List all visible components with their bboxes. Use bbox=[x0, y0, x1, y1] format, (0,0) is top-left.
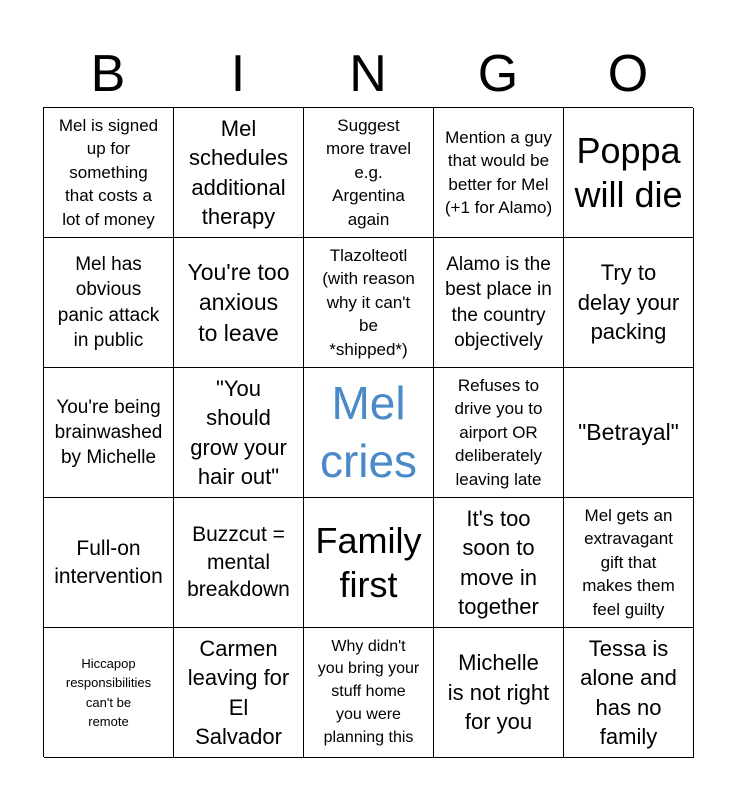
bingo-header bbox=[43, 40, 693, 108]
cell-text: "You should grow your hair out" bbox=[190, 375, 287, 489]
cell-text: Full-on intervention bbox=[54, 536, 163, 588]
bingo-grid bbox=[43, 107, 693, 757]
header-letter-g: G bbox=[477, 45, 519, 103]
cell-text: You're being brainwashed by Michelle bbox=[54, 396, 163, 469]
cell-text: Alamo is the best place in the country objectively bbox=[445, 254, 552, 351]
bingo-cell-r5c5[interactable] bbox=[564, 628, 694, 758]
bingo-cell-r2c4[interactable] bbox=[434, 238, 564, 368]
header-letter-n: N bbox=[349, 45, 387, 103]
cell-text: Mel schedules additional therapy bbox=[188, 115, 289, 229]
bingo-cell-r3c5[interactable] bbox=[564, 368, 694, 498]
cell-text: Why didn't you bring your stuff home you were planning this bbox=[317, 637, 420, 746]
bingo-cell-r3c1[interactable] bbox=[44, 368, 174, 498]
cell-text: Tlazolteotl (with reason why it can't be *shipped*) bbox=[322, 245, 415, 359]
bingo-cell-r3c4[interactable] bbox=[434, 368, 564, 498]
cell-text: Tessa is alone and has no family bbox=[580, 635, 677, 749]
bingo-cell-r1c4[interactable] bbox=[434, 108, 564, 238]
bingo-cell-r2c5[interactable] bbox=[564, 238, 694, 368]
cell-text: Buzzcut = mental breakdown bbox=[187, 522, 290, 602]
cell-text: Poppa will die bbox=[574, 129, 683, 215]
header-letter-b: B bbox=[90, 45, 126, 103]
cell-text: Mel is signed up for something that costs a lot of money bbox=[58, 115, 159, 229]
bingo-cell-r1c2[interactable] bbox=[174, 108, 304, 238]
bingo-cell-r2c2[interactable] bbox=[174, 238, 304, 368]
cell-text: Suggest more travel e.g. Argentina again bbox=[325, 115, 412, 229]
bingo-cell-r1c3[interactable] bbox=[304, 108, 434, 238]
cell-text: Mel gets an extravagant gift that makes them feel guilty bbox=[582, 505, 675, 619]
header-letter-o: O bbox=[607, 45, 649, 103]
bingo-cell-free[interactable] bbox=[304, 368, 434, 498]
bingo-cell-r4c2[interactable] bbox=[174, 498, 304, 628]
bingo-cell-r4c1[interactable] bbox=[44, 498, 174, 628]
cell-text: Hiccapop responsibilities can't be remote bbox=[65, 655, 152, 729]
bingo-cell-r5c1[interactable] bbox=[44, 628, 174, 758]
bingo-cell-r2c3[interactable] bbox=[304, 238, 434, 368]
bingo-cell-r3c2[interactable] bbox=[174, 368, 304, 498]
cell-text: Michelle is not right for you bbox=[447, 650, 550, 735]
bingo-cell-r5c4[interactable] bbox=[434, 628, 564, 758]
bingo-cell-r1c1[interactable] bbox=[44, 108, 174, 238]
cell-text: Mel has obvious panic attack in public bbox=[57, 254, 160, 351]
cell-text: It's too soon to move in together bbox=[458, 505, 539, 619]
cell-text: Try to delay your packing bbox=[577, 260, 680, 345]
header-letter-i: I bbox=[230, 45, 246, 103]
cell-text: Carmen leaving for El Salvador bbox=[187, 635, 290, 749]
cell-text: Refuses to drive you to airport OR deliberately leaving late bbox=[454, 375, 543, 489]
bingo-cell-r1c5[interactable] bbox=[564, 108, 694, 238]
cell-text: You're too anxious to leave bbox=[187, 258, 290, 346]
bingo-cell-r2c1[interactable] bbox=[44, 238, 174, 368]
cell-text: "Betrayal" bbox=[578, 419, 679, 446]
bingo-cell-r5c3[interactable] bbox=[304, 628, 434, 758]
bingo-cell-r4c5[interactable] bbox=[564, 498, 694, 628]
bingo-cell-r5c2[interactable] bbox=[174, 628, 304, 758]
bingo-cell-r4c3[interactable] bbox=[304, 498, 434, 628]
cell-text: Family first bbox=[315, 519, 422, 605]
free-space-text: Mel cries bbox=[319, 377, 418, 487]
cell-text: Mention a guy that would be better for Mel (+1 for Alamo) bbox=[444, 127, 553, 217]
bingo-cell-r4c4[interactable] bbox=[434, 498, 564, 628]
